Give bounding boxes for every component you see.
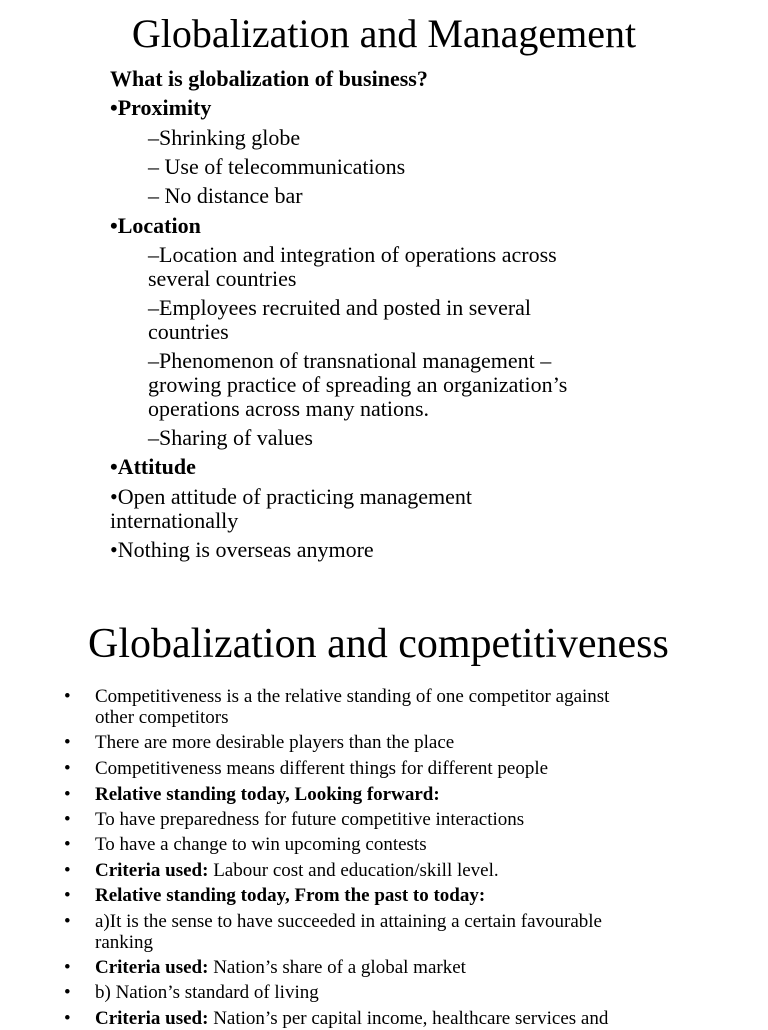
bullet-text [95, 885, 485, 906]
location-item-line: operations across many nations. [148, 396, 430, 421]
bullet-bold-text: Criteria used: [95, 1008, 209, 1029]
bullet-text: other competitors [95, 707, 229, 728]
bullet-icon: • [64, 809, 71, 830]
bullet-bold-text: Criteria used: [95, 957, 209, 978]
bullet-icon: • [64, 957, 71, 978]
bullet-icon: • [64, 758, 71, 779]
bullet-text: ranking [95, 932, 154, 953]
location-item-line: growing practice of spreading an organization’s [148, 372, 568, 397]
bullet-icon: • [64, 1008, 71, 1029]
bullet-text [95, 860, 499, 881]
proximity-item: –Shrinking globe [148, 125, 301, 150]
bullet-icon: • [64, 860, 71, 881]
bullet-icon: • [64, 834, 71, 855]
attitude-heading: •Attitude [110, 454, 196, 479]
bullet-text [95, 1008, 608, 1029]
location-item-line: –Location and integration of operations across [148, 242, 557, 267]
bullet-icon: • [64, 686, 71, 707]
bullet-icon: • [64, 732, 71, 753]
bullet-icon: • [64, 911, 71, 932]
proximity-item: – Use of telecommunications [148, 154, 406, 179]
proximity-heading: •Proximity [110, 95, 212, 120]
slide-2-title: Globalization and competitiveness [88, 621, 669, 667]
attitude-item-line: internationally [110, 508, 239, 533]
bullet-text: b) Nation’s standard of living [95, 982, 319, 1003]
attitude-item-line: •Nothing is overseas anymore [110, 537, 374, 562]
bullet-icon: • [64, 784, 71, 805]
bullet-bold-text: Relative standing today, From the past to today: [95, 885, 486, 906]
location-item-line: –Employees recruited and posted in several [148, 295, 532, 320]
bullet-bold-text: Relative standing today, Looking forward: [95, 784, 440, 805]
bullet-text: Competitiveness is a the relative standing of one competitor against [95, 686, 610, 707]
bullet-plain-text: Labour cost and education/skill level. [208, 860, 499, 881]
slide-1-title: Globalization and Management [131, 11, 637, 56]
bullet-text: Competitiveness means different things for different people [95, 758, 549, 779]
attitude-item-line: •Open attitude of practicing management [110, 484, 473, 509]
bullet-text [95, 957, 466, 978]
location-item-line: –Phenomenon of transnational management – [148, 348, 552, 373]
bullet-plain-text: Nation’s share of a global market [208, 957, 466, 978]
proximity-item: – No distance bar [148, 183, 303, 208]
bullet-icon: • [64, 885, 71, 906]
question-heading: What is globalization of business? [110, 66, 428, 91]
location-item-line: several countries [148, 266, 297, 291]
location-item-line: –Sharing of values [148, 425, 313, 450]
bullet-icon: • [64, 982, 71, 1003]
bullet-bold-text: Criteria used: [95, 860, 209, 881]
bullet-text [95, 784, 440, 805]
bullet-text: To have a change to win upcoming contests [95, 834, 427, 855]
bullet-plain-text: Nation’s per capital income, healthcare services and [208, 1008, 609, 1029]
bullet-text: To have preparedness for future competitive interactions [95, 809, 525, 830]
bullet-text: a)It is the sense to have succeeded in attaining a certain favourable [95, 911, 602, 932]
bullet-text: There are more desirable players than the place [95, 732, 455, 753]
location-item-line: countries [148, 319, 229, 344]
location-heading: •Location [110, 213, 201, 238]
